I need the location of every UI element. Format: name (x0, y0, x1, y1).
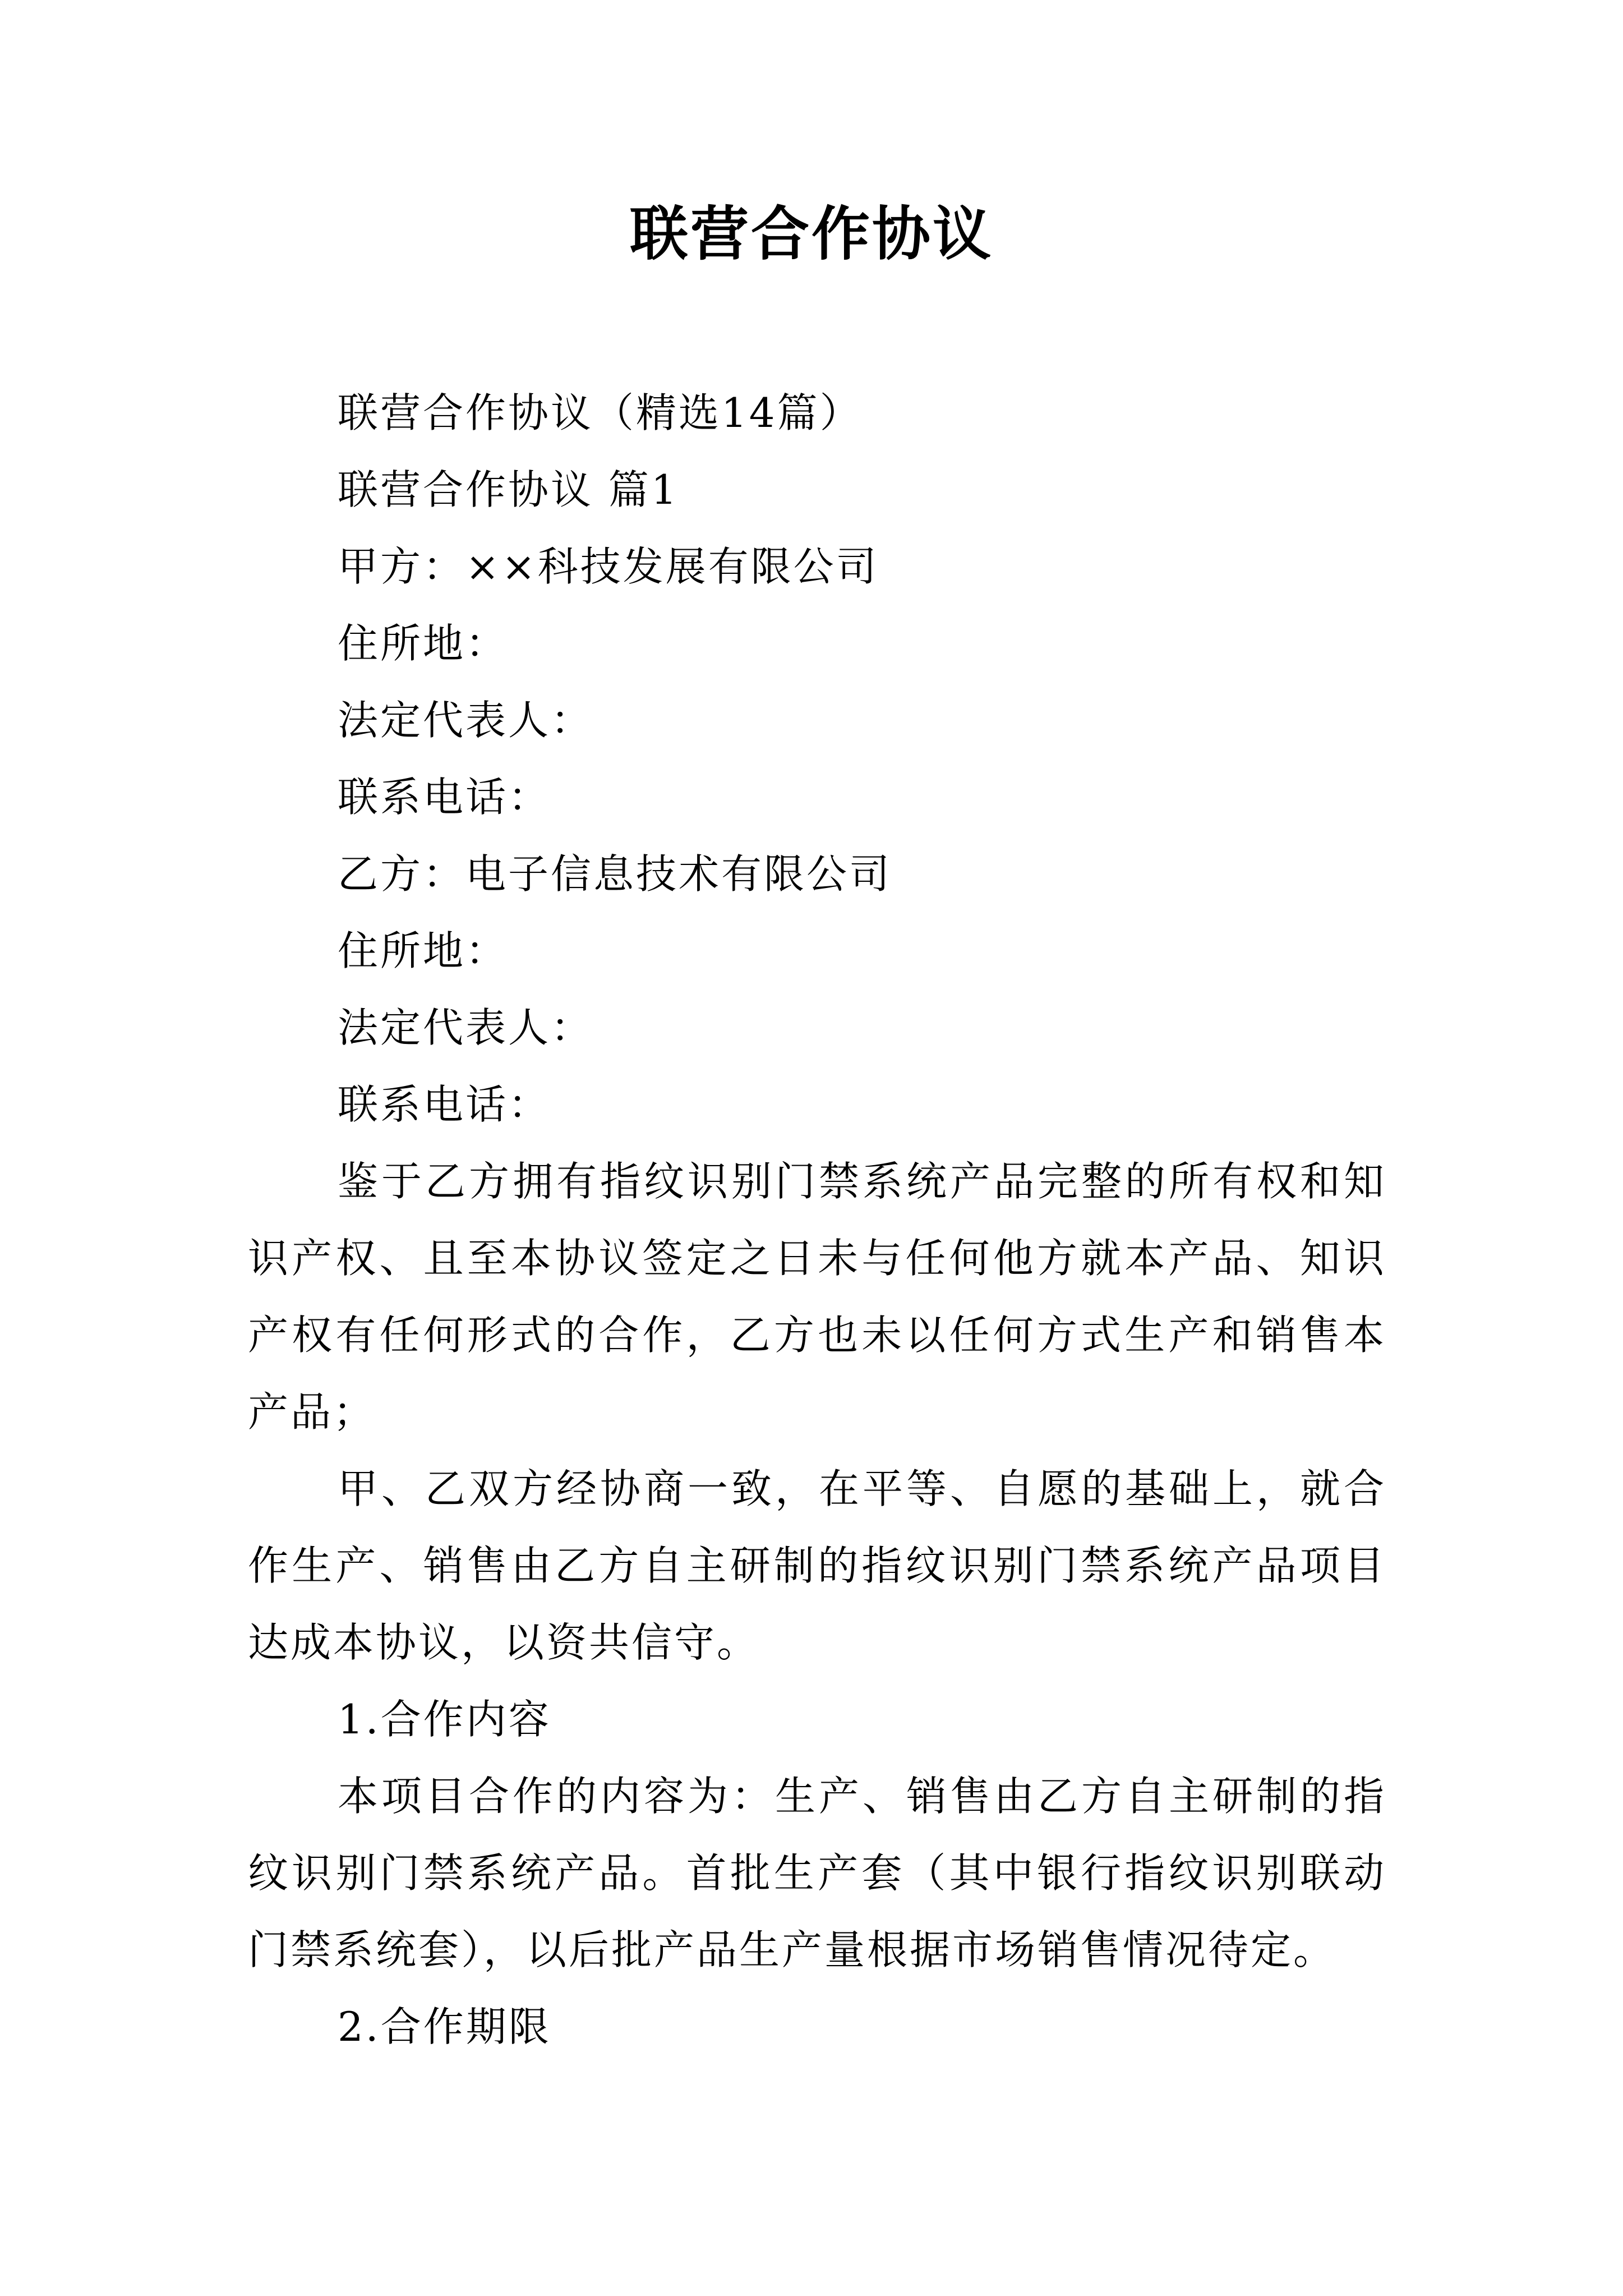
subtitle-line: 联营合作协议（精选14篇） (338, 389, 863, 436)
document-title: 联营合作协议 (629, 200, 993, 268)
section-2-heading: 2.合作期限 (338, 2003, 551, 2050)
agreement-paragraph: 甲、乙双方经协商一致，在平等、自愿的基础上，就合作生产、销售由乙方自主研制的指纹识别门禁系统产品项目达成本协议，以资共信守。 (248, 1465, 1386, 1666)
party-b-phone: 联系电话： (338, 1081, 551, 1128)
party-a-phone: 联系电话： (338, 774, 551, 821)
recital-paragraph: 鉴于乙方拥有指纹识别门禁系统产品完整的所有权和知识产权、且至本协议签定之日未与任何他方就本产品、知识产权有任何形式的合作，乙方也未以任何方式生产和销售本产品； (248, 1158, 1386, 1435)
section-1-text: 本项目合作的内容为：生产、销售由乙方自主研制的指纹识别门禁系统产品。首批生产套（其中银行指纹识别联动门禁系统套），以后批产品生产量根据市场销售情况待定。 (248, 1773, 1386, 1973)
party-a-address: 住所地： (338, 620, 509, 667)
party-a-name: 甲方：××科技发展有限公司 (338, 543, 879, 590)
party-b-address: 住所地： (338, 927, 509, 974)
party-b-representative: 法定代表人： (338, 1004, 594, 1051)
party-a-representative: 法定代表人： (338, 697, 594, 744)
chapter-heading: 联营合作协议 篇1 (338, 466, 679, 513)
section-1-heading: 1.合作内容 (338, 1696, 551, 1743)
document-body (248, 375, 1386, 2065)
party-b-name: 乙方：电子信息技术有限公司 (338, 850, 892, 898)
